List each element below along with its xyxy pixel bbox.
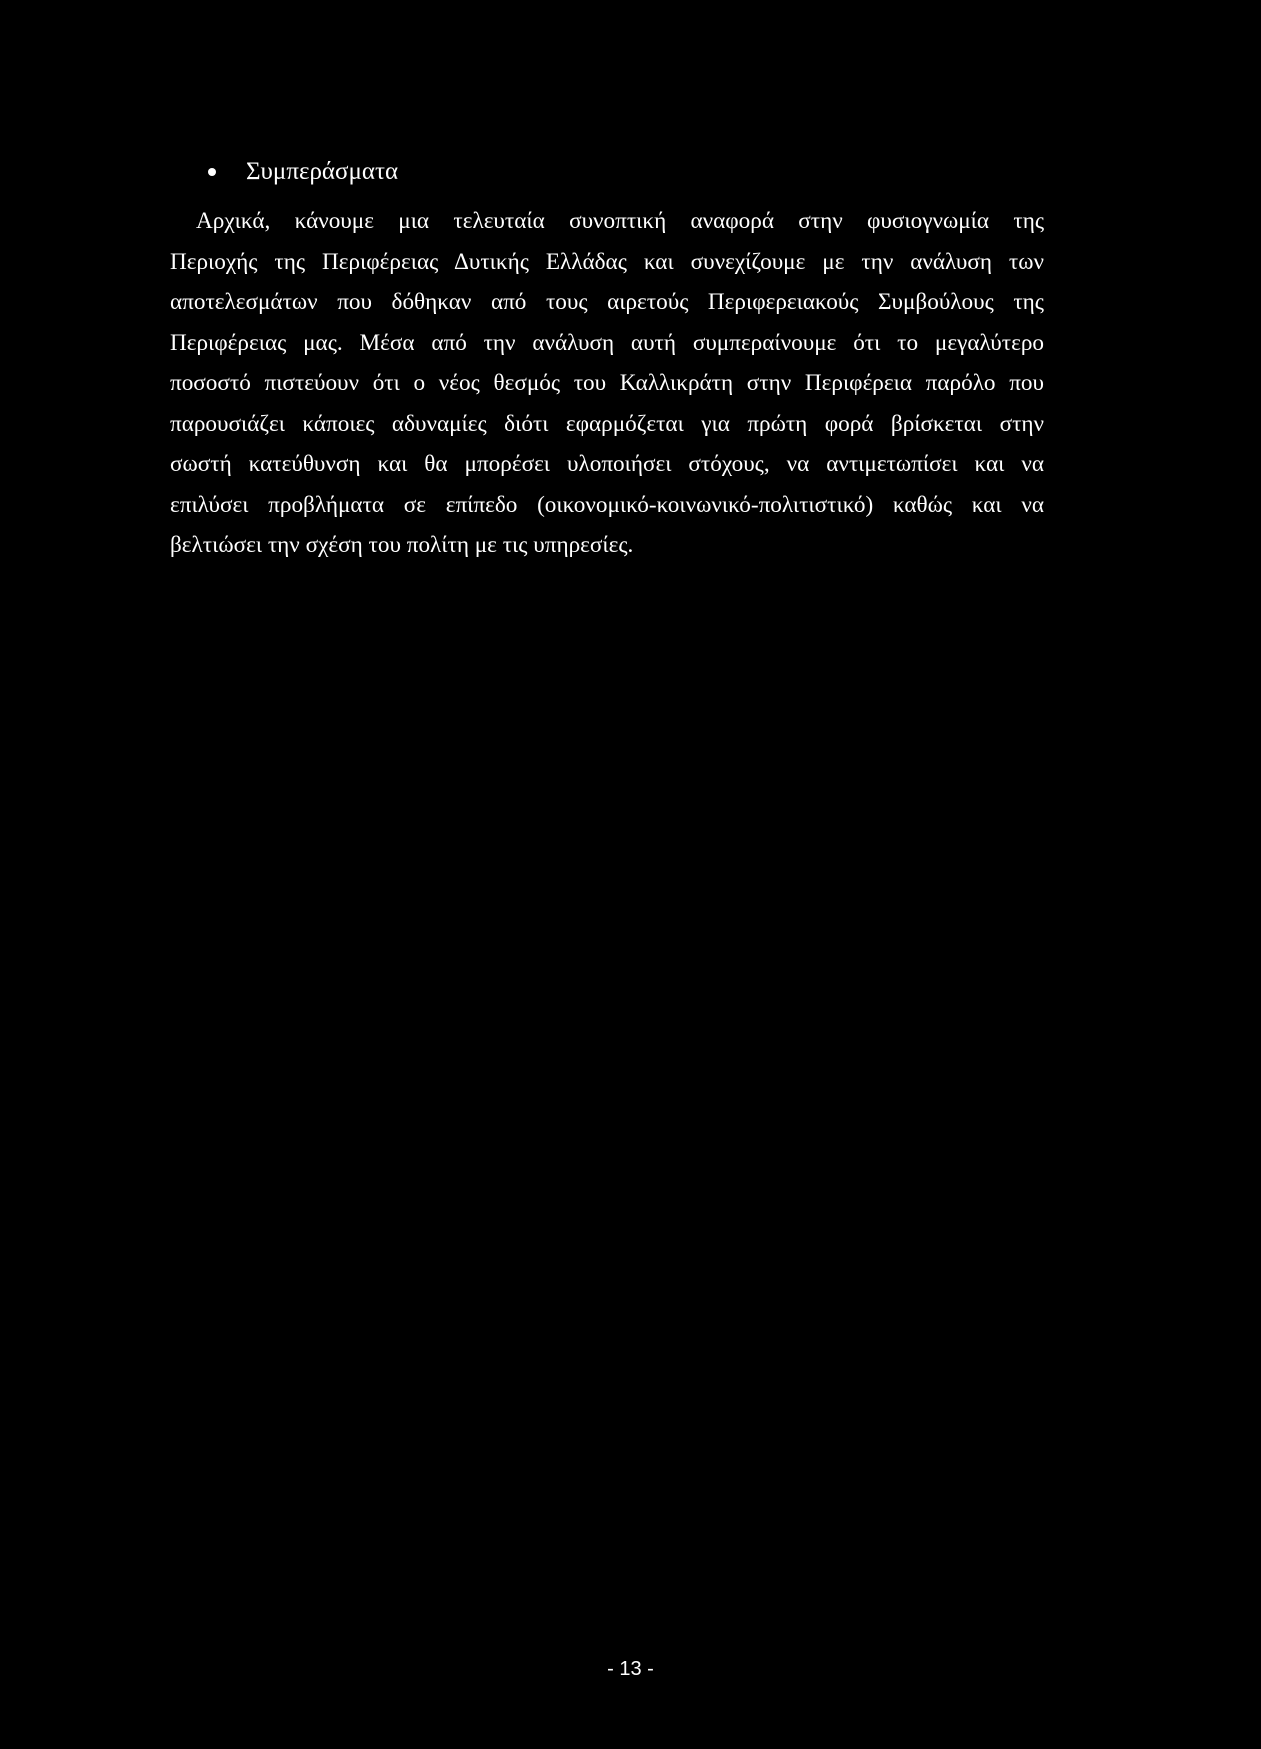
paragraph-line: αποτελεσμάτων που δόθηκαν από τους αιρετούς Περιφερειακούς Συμβούλους της bbox=[170, 289, 1044, 315]
bullet-icon bbox=[208, 168, 216, 176]
conclusions-paragraph bbox=[170, 201, 1044, 566]
paragraph-line: Περιοχής της Περιφέρειας Δυτικής Ελλάδας και συνεχίζουμε με την ανάλυση των bbox=[170, 248, 1044, 275]
paragraph-line: Περιφέρειας μας. Μέσα από την ανάλυση αυτή συμπεραίνουμε ότι το μεγαλύτερο bbox=[170, 329, 1044, 356]
section-heading-text: Συμπεράσματα bbox=[246, 158, 399, 185]
page-number: - 13 - bbox=[607, 1658, 654, 1680]
paragraph-line: βελτιώσει την σχέση του πολίτη με τις υπηρεσίες. bbox=[170, 532, 634, 558]
paragraph-line: επιλύσει προβλήματα σε επίπεδο (οικονομικό-κοινωνικό-πολιτιστικό) καθώς και να bbox=[170, 491, 1044, 518]
paragraph-line: παρουσιάζει κάποιες αδυναμίες διότι εφαρμόζεται για πρώτη φορά βρίσκεται στην bbox=[170, 410, 1044, 437]
paragraph-line: Αρχικά, κάνουμε μια τελευταία συνοπτική αναφορά στην φυσιογνωμία της bbox=[196, 208, 1044, 234]
paragraph-line: σωστή κατεύθυνση και θα μπορέσει υλοποιήσει στόχους, να αντιμετωπίσει και να bbox=[170, 451, 1044, 477]
section-heading bbox=[208, 156, 398, 188]
paragraph-line: ποσοστό πιστεύουν ότι ο νέος θεσμός του Καλλικράτη στην Περιφέρεια παρόλο που bbox=[170, 370, 1044, 396]
